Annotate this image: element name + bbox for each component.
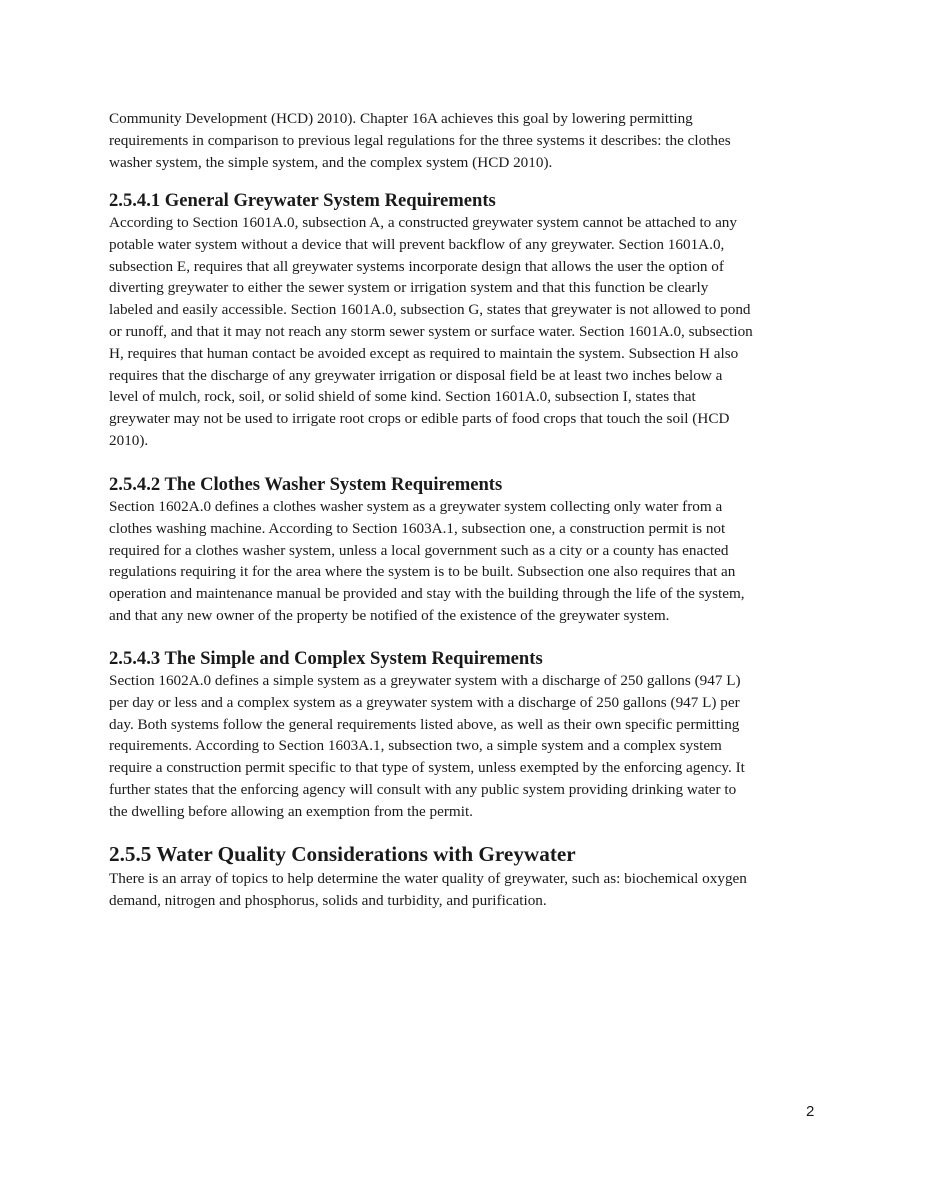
intro-paragraph xyxy=(109,108,731,173)
text-line: labeled and easily accessible. Section 1601A.0, subsection G, states that greywater is not allowed to pond xyxy=(109,301,751,319)
text-line: demand, nitrogen and phosphorus, solids and turbidity, and purification. xyxy=(109,891,547,909)
general-requirements-paragraph xyxy=(109,212,753,452)
text-line: Section 1602A.0 defines a simple system as a greywater system with a discharge of 250 gallons (947 L) xyxy=(109,672,741,689)
clothes-washer-paragraph xyxy=(109,496,745,627)
text-line: require a construction permit specific to that type of system, unless exempted by the enforcing agency. It xyxy=(109,759,745,777)
text-line: and that any new owner of the property be notified of the existence of the greywater system. xyxy=(109,606,670,624)
text-line: regulations requiring it for the area where the system is to be built. Subsection one also requires that an xyxy=(109,563,736,581)
text-line: clothes washing machine. According to Section 1603A.1, subsection one, a construction permit is not xyxy=(109,519,726,537)
text-line: further states that the enforcing agency will consult with any public system providing drinking water to xyxy=(109,780,737,798)
text-line: washer system, the simple system, and the complex system (HCD 2010). xyxy=(109,153,553,171)
text-line: level of mulch, rock, soil, or solid shield of some kind. Section 1601A.0, subsection I, states that xyxy=(109,388,696,406)
text-line: According to Section 1601A.0, subsection A, a constructed greywater system cannot be attached to any xyxy=(109,214,737,231)
water-quality-paragraph xyxy=(109,868,747,912)
text-line: Section 1602A.0 defines a clothes washer system as a greywater system collecting only water from a xyxy=(109,498,723,515)
section-heading-simple-complex: 2.5.4.3 The Simple and Complex System Requirements xyxy=(109,648,543,669)
text-line: There is an array of topics to help determine the water quality of greywater, such as: biochemical oxygen xyxy=(109,870,747,887)
text-line: per day or less and a complex system as a greywater system with a discharge of 250 gallons (947 L) per xyxy=(109,693,740,711)
text-line: requirements. According to Section 1603A.1, subsection two, a simple system and a complex system xyxy=(109,737,722,755)
text-line: requirements in comparison to previous legal regulations for the three systems it describes: the clothes xyxy=(109,131,731,149)
text-line: diverting greywater to either the sewer system or irrigation system and that this function be clearly xyxy=(109,279,709,297)
text-line: or runoff, and that it may not reach any storm sewer system or surface water. Section 1601A.0, subsection xyxy=(109,322,753,340)
text-line: Community Development (HCD) 2010). Chapter 16A achieves this goal by lowering permitting xyxy=(109,110,693,127)
page-number: 2 xyxy=(806,1103,815,1120)
text-line: operation and maintenance manual be provided and stay with the building through the life of the system, xyxy=(109,585,745,603)
text-line: the dwelling before allowing an exemption from the permit. xyxy=(109,802,473,820)
text-line: greywater may not be used to irrigate root crops or edible parts of food crops that touch the soil (HCD xyxy=(109,410,730,428)
text-line: required for a clothes washer system, unless a local government such as a city or a county has enacted xyxy=(109,541,729,559)
section-heading-water-quality: 2.5.5 Water Quality Considerations with Greywater xyxy=(109,842,576,866)
simple-complex-paragraph xyxy=(109,670,745,823)
section-heading-clothes-washer: 2.5.4.2 The Clothes Washer System Requirements xyxy=(109,474,503,495)
text-line: H, requires that human contact be avoided except as required to maintain the system. Subsection H also xyxy=(109,344,739,362)
text-line: potable water system without a device that will prevent backflow of any greywater. Section 1601A.0, xyxy=(109,235,725,253)
text-line: day. Both systems follow the general requirements listed above, as well as their own specific permitting xyxy=(109,715,740,733)
text-line: subsection E, requires that all greywater systems incorporate design that allows the user the option of xyxy=(109,257,724,275)
text-line: 2010). xyxy=(109,431,149,449)
section-heading-general-requirements: 2.5.4.1 General Greywater System Requirements xyxy=(109,190,496,211)
text-line: requires that the discharge of any greywater irrigation or disposal field be at least two inches below a xyxy=(109,366,723,384)
